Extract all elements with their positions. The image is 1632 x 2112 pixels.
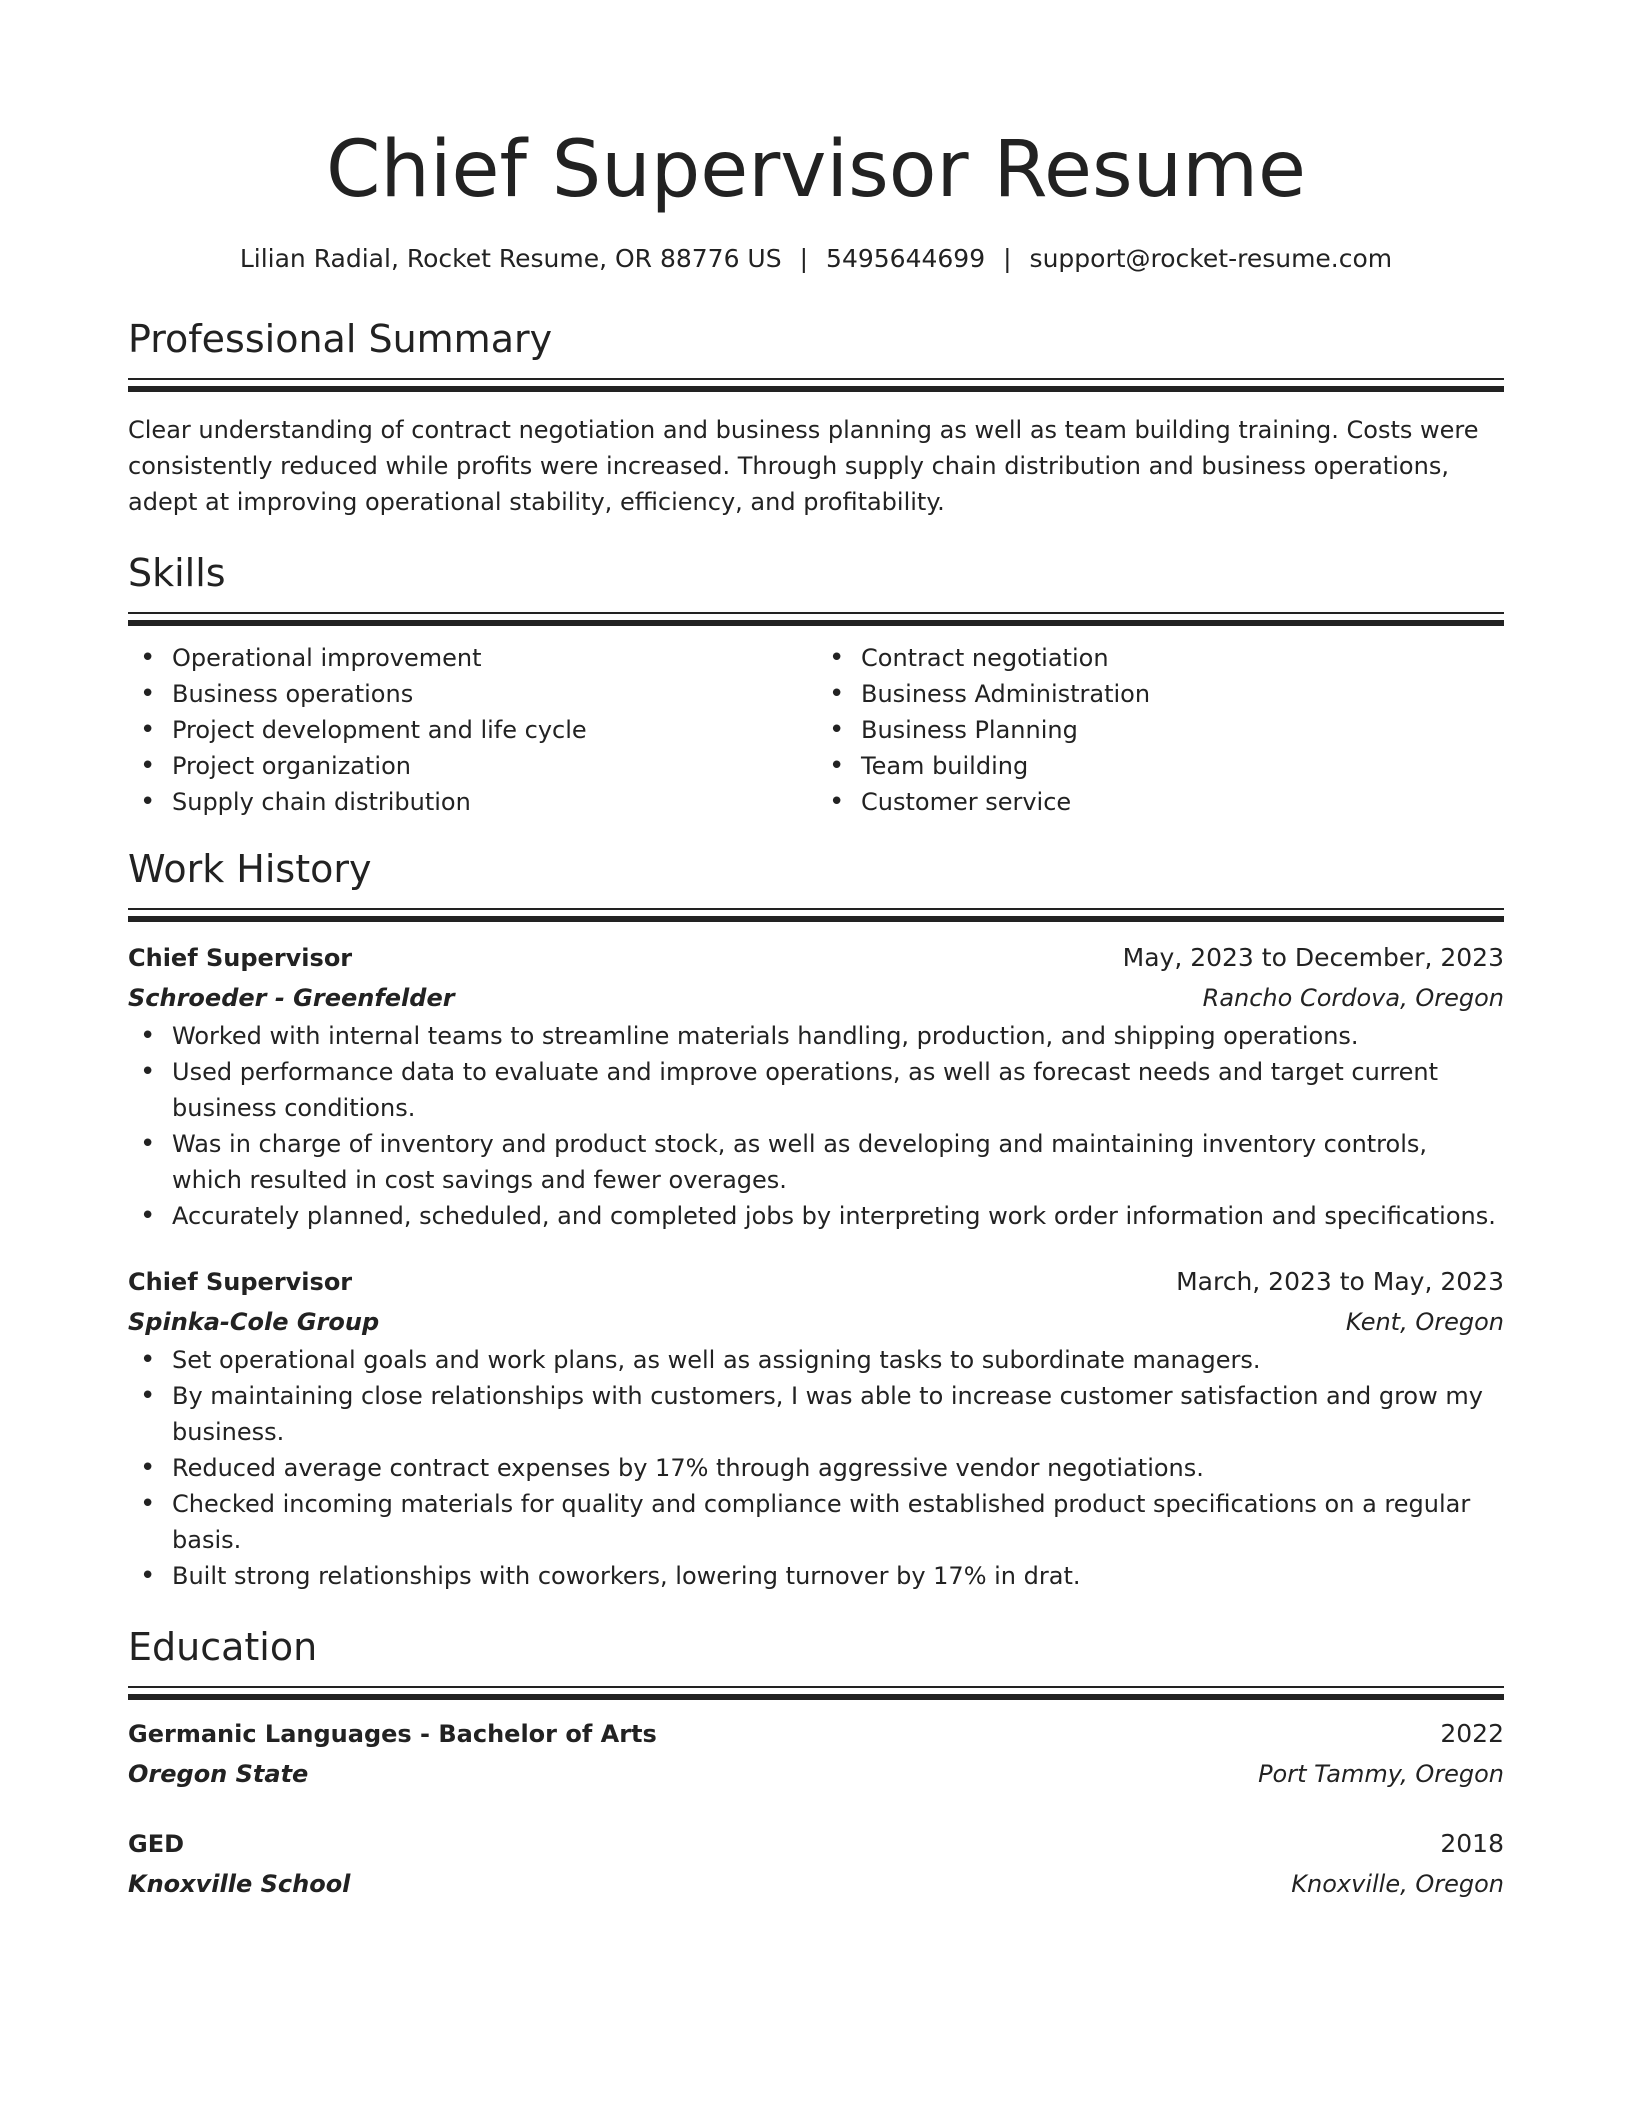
contact-line (128, 242, 1504, 276)
skills-list (128, 640, 1504, 820)
contact-phone: 5495644699 (826, 244, 986, 273)
section-divider (128, 1694, 1504, 1700)
job-bullet: • Built strong relationships with coworkers, lowering turnover by 17% in drat. (128, 1558, 1504, 1594)
section-heading-work-history: Work History (128, 847, 372, 891)
section-heading-skills: Skills (128, 551, 226, 595)
job-bullets (128, 1342, 1504, 1594)
job-dates: March, 2023 to May, 2023 (1176, 1267, 1504, 1296)
job-bullet: • Accurately planned, scheduled, and completed jobs by interpreting work order information and specifications. (128, 1198, 1504, 1234)
skill-item: • Supply chain distribution (128, 784, 815, 820)
job-title: Chief Supervisor (128, 1268, 353, 1296)
section-divider (128, 620, 1504, 626)
section-divider (128, 386, 1504, 392)
section-divider (128, 908, 1504, 910)
education-header (128, 1824, 1504, 1864)
job-company: Schroeder - Greenfelder (128, 984, 455, 1012)
job-subheader (128, 978, 1504, 1018)
education-section (128, 1622, 1504, 1904)
summary-section (128, 314, 1504, 520)
education-subheader (128, 1754, 1504, 1794)
job-entry (128, 938, 1504, 1234)
job-location: Kent, Oregon (1345, 1308, 1504, 1336)
education-location: Knoxville, Oregon (1291, 1870, 1504, 1898)
skills-column-right (815, 640, 1504, 820)
job-title: Chief Supervisor (128, 944, 353, 972)
work-history-section (128, 844, 1504, 1594)
education-school: Oregon State (128, 1760, 309, 1788)
job-subheader (128, 1302, 1504, 1342)
skill-item: • Team building (817, 748, 1504, 784)
education-degree: GED (128, 1830, 185, 1858)
contact-separator: | (799, 244, 809, 273)
job-entry (128, 1262, 1504, 1594)
education-subheader (128, 1864, 1504, 1904)
job-bullet: • Reduced average contract expenses by 17% through aggressive vendor negotiations. (128, 1450, 1504, 1486)
contact-address: Lilian Radial, Rocket Resume, OR 88776 US (239, 244, 782, 273)
section-divider (128, 378, 1504, 380)
job-dates: May, 2023 to December, 2023 (1122, 943, 1504, 972)
contact-email: support@rocket-resume.com (1029, 244, 1393, 273)
contact-separator: | (1003, 244, 1012, 273)
education-entry (128, 1824, 1504, 1904)
job-bullet: • By maintaining close relationships with customers, I was able to increase customer satisfaction and grow my business. (128, 1378, 1504, 1450)
section-heading-education: Education (128, 1625, 318, 1669)
skill-item: • Project development and life cycle (128, 712, 815, 748)
education-location: Port Tammy, Oregon (1258, 1760, 1504, 1788)
job-location: Rancho Cordova, Oregon (1202, 984, 1504, 1012)
page-title: Chief Supervisor Resume (325, 125, 1307, 215)
skill-item: • Operational improvement (128, 640, 815, 676)
skill-item: • Contract negotiation (817, 640, 1504, 676)
job-bullet: • Checked incoming materials for quality and compliance with established product specifications on a regular basis. (128, 1486, 1504, 1558)
education-year: 2022 (1440, 1719, 1504, 1748)
job-bullet: • Worked with internal teams to streamline materials handling, production, and shipping operations. (128, 1018, 1504, 1054)
skill-item: • Project organization (128, 748, 815, 784)
skill-item: • Business Planning (817, 712, 1504, 748)
section-divider (128, 1686, 1504, 1688)
education-degree: Germanic Languages - Bachelor of Arts (128, 1720, 657, 1748)
job-bullet: • Was in charge of inventory and product stock, as well as developing and maintaining inventory controls, which resulted in cost savings and fewer overages. (128, 1126, 1504, 1198)
skills-column-left (128, 640, 815, 820)
education-header (128, 1714, 1504, 1754)
skills-section (128, 548, 1504, 820)
skill-item: • Business operations (128, 676, 815, 712)
job-bullet: • Set operational goals and work plans, as well as assigning tasks to subordinate managers. (128, 1342, 1504, 1378)
job-header (128, 938, 1504, 978)
section-divider (128, 612, 1504, 614)
job-bullets (128, 1018, 1504, 1234)
section-heading-summary: Professional Summary (128, 317, 553, 361)
job-header (128, 1262, 1504, 1302)
education-year: 2018 (1440, 1829, 1504, 1858)
skill-item: • Business Administration (817, 676, 1504, 712)
education-school: Knoxville School (128, 1870, 351, 1898)
skill-item: • Customer service (817, 784, 1504, 820)
job-bullet: • Used performance data to evaluate and improve operations, as well as forecast needs and target current business conditions. (128, 1054, 1504, 1126)
education-entry (128, 1714, 1504, 1794)
section-divider (128, 916, 1504, 922)
job-company: Spinka-Cole Group (128, 1308, 380, 1336)
summary-text: Clear understanding of contract negotiation and business planning as well as team building training. Costs were consistently reduced while profits were increased. Through supply chain distribution and business operations, adept at improving operational stability, efficiency, and profitability. (128, 416, 1479, 516)
